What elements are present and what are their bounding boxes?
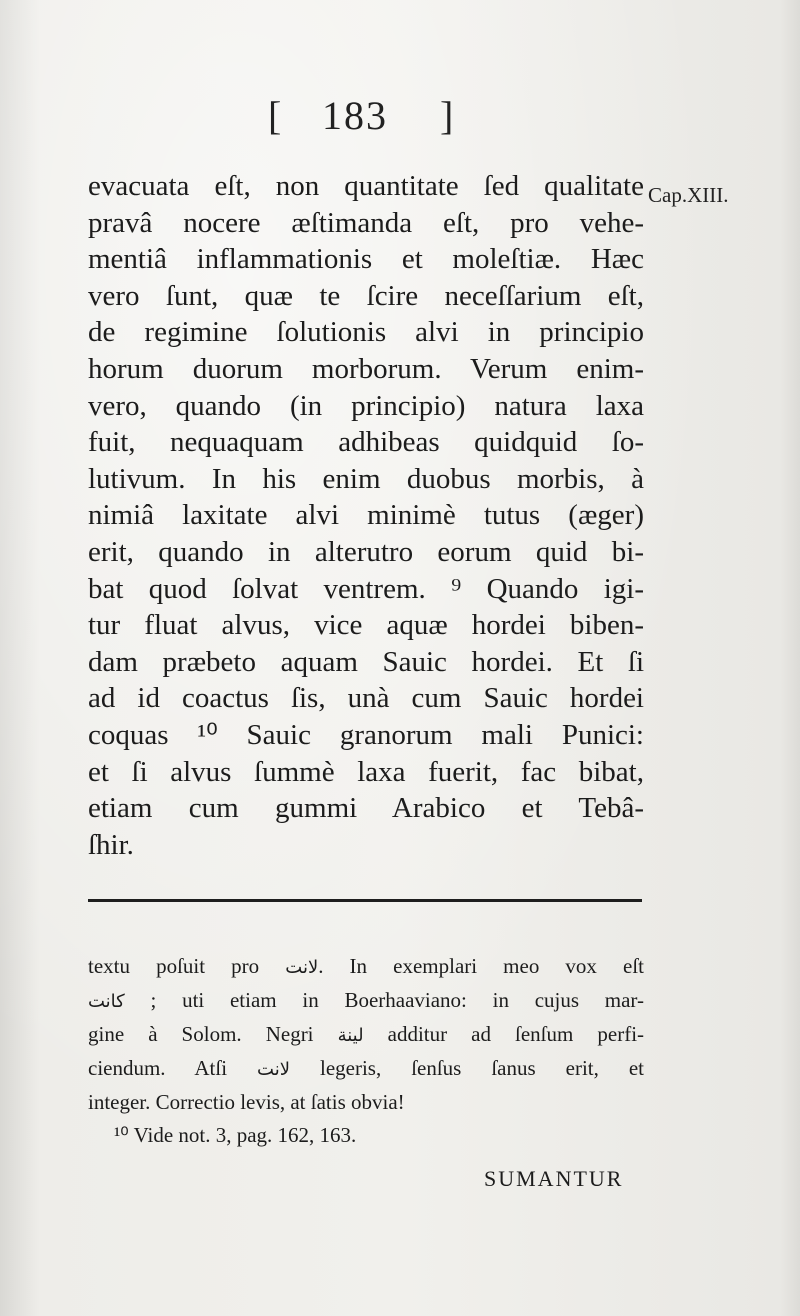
text-line: tur fluat alvus, vice aquæ hordei biben- xyxy=(88,609,644,642)
footnote-divider xyxy=(88,899,642,902)
footnote-line: integer. Correctio levis, at ſatis obvia! xyxy=(88,1090,405,1114)
text-line: coquas ¹⁰ Sauic granorum mali Punici: xyxy=(88,718,644,751)
text-line: et ſi alvus ſummè laxa fuerit, fac bibat, xyxy=(88,755,644,788)
page-number: 183 xyxy=(322,93,388,138)
footnote-line xyxy=(88,950,644,984)
text-line: lutivum. In his enim duobus morbis, à xyxy=(88,462,644,495)
footnote-text: textu poſuit pro xyxy=(88,954,260,978)
footnote-line: ¹⁰ Vide not. 3, pag. 162, 163. xyxy=(114,1123,357,1147)
text-line: mentiâ inflammationis et moleſtiæ. Hæc xyxy=(88,243,644,276)
arabic-word: لانت xyxy=(285,957,319,978)
footnotes xyxy=(88,950,644,1152)
text-line: fuit, nequaquam adhibeas quidquid ſo- xyxy=(88,426,644,459)
footnote-text: gine à Solom. Negri xyxy=(88,1022,314,1046)
text-line: ad id coactus ſis, unà cum Sauic hordei xyxy=(88,682,644,715)
header-bracket-right: ] xyxy=(440,93,454,138)
text-line: de regimine ſolutionis alvi in principio xyxy=(88,316,644,349)
text-line: erit, quando in alterutro eorum quid bi- xyxy=(88,535,644,568)
arabic-word: لانت xyxy=(257,1059,290,1080)
text-line: horum duorum morborum. Verum enim- xyxy=(88,352,644,385)
text-line: bat quod ſolvat ventrem. ⁹ Quando igi- xyxy=(88,572,644,605)
text-line: evacuata eſt, non quantitate ſed qualitate xyxy=(88,170,644,202)
text-line: pravâ nocere æſtimanda eſt, pro vehe- xyxy=(88,206,644,239)
footnote-line xyxy=(88,1052,644,1086)
text-line: etiam cum gummi Arabico et Tebâ- xyxy=(88,792,644,825)
footnote-line xyxy=(88,1018,644,1052)
arabic-word: لينة xyxy=(337,1025,364,1046)
text-line: vero ſunt, quæ te ſcire neceſſarium eſt, xyxy=(88,279,644,312)
text-line: nimiâ laxitate alvi minimè tutus (æger) xyxy=(88,499,644,532)
text-line: dam præbeto aquam Sauic hordei. Et ſi xyxy=(88,645,644,678)
footnote-text: additur ad ſenſum perfi- xyxy=(387,1022,645,1046)
footnote-text: legeris, ſenſus ſanus erit, et xyxy=(319,1056,645,1080)
footnote-text: . In exemplari meo vox eſt xyxy=(318,954,644,978)
arabic-word: كانت xyxy=(88,991,125,1012)
text-line: ſhir. xyxy=(88,828,134,861)
text-line: vero, quando (in principio) natura laxa xyxy=(88,389,644,422)
footnote-text: ; uti etiam in Boerhaaviano: in cujus mar- xyxy=(150,988,644,1012)
main-text xyxy=(88,168,644,863)
chapter-side-note: Cap.XIII. xyxy=(648,183,729,207)
footnote-text: ciendum. Atſi xyxy=(88,1056,228,1080)
header-bracket-left: [ xyxy=(268,93,282,138)
catchword: SUMANTUR xyxy=(484,1166,624,1191)
footnote-line xyxy=(88,984,644,1018)
